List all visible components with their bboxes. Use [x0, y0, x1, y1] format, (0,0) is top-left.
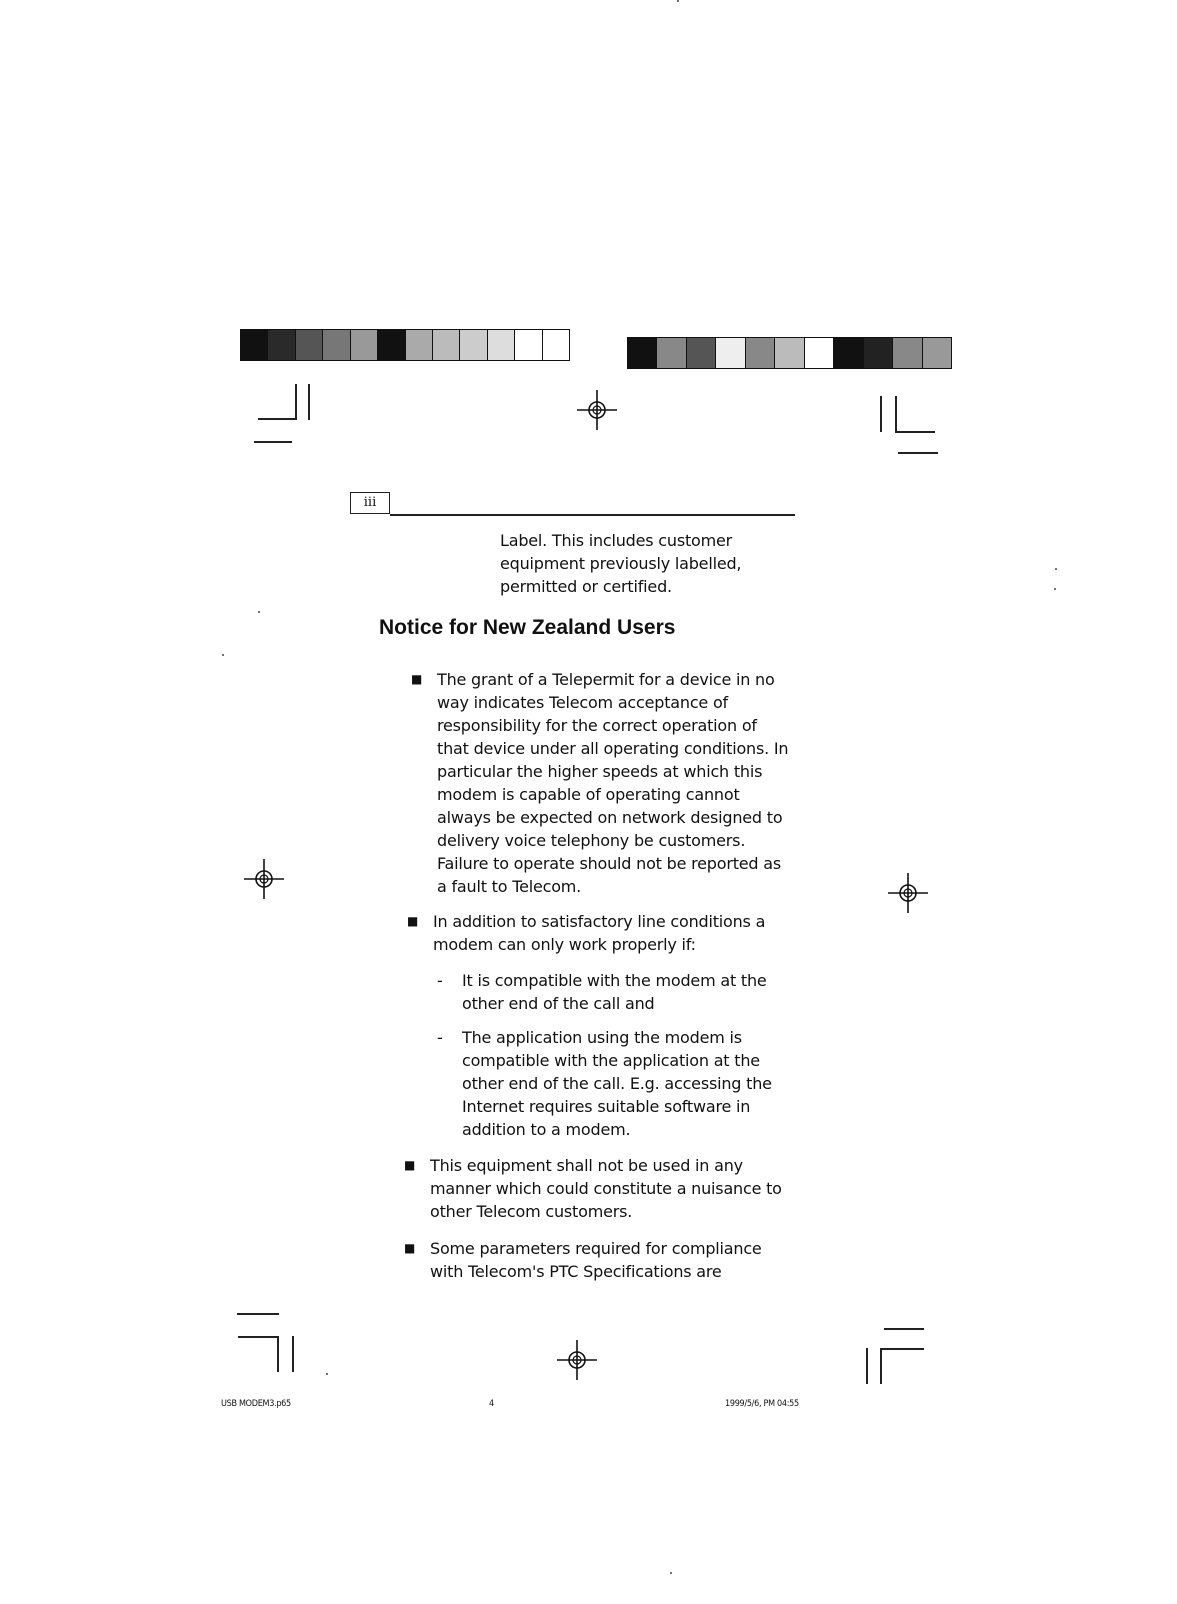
dash-marker: -: [437, 1028, 443, 1047]
crop-mark-top-left-v1: [295, 384, 297, 420]
registration-target-left: [242, 857, 286, 901]
bullet-marker: ■: [404, 1158, 416, 1172]
scan-speck: [670, 1572, 672, 1574]
bullet-item-1: [411, 668, 793, 898]
bullet-item-4: [404, 1237, 786, 1283]
crop-mark-bottom-right-h2: [880, 1348, 924, 1350]
color-bar-right: [627, 337, 952, 369]
crop-mark-bottom-right-v2: [866, 1348, 868, 1384]
crop-mark-bottom-right-h1: [884, 1328, 924, 1330]
bullet-text: In addition to satisfactory line conditions a modem can only work properly if:: [433, 912, 766, 954]
scan-speck: [326, 1373, 328, 1375]
bullet-text: Some parameters required for compliance with Telecom's PTC Specifications are: [430, 1239, 762, 1281]
crop-mark-top-right-v2: [895, 396, 897, 432]
bullet-marker: ■: [411, 672, 423, 686]
crop-mark-top-left-h2: [254, 441, 292, 443]
header-rule: [390, 514, 795, 516]
scan-speck: [677, 0, 679, 2]
color-bar-left: [240, 329, 570, 361]
section-heading: Notice for New Zealand Users: [379, 616, 676, 639]
sub-bullet-text: It is compatible with the modem at the other end of the call and: [462, 971, 767, 1013]
scan-speck: [222, 654, 224, 656]
scan-speck: [1055, 568, 1057, 570]
crop-mark-top-right-h2: [898, 452, 938, 454]
sub-bullet-item-2: [437, 1026, 792, 1141]
continuation-paragraph: Label. This includes customer equipment previously labelled, permitted or certified.: [500, 531, 742, 596]
crop-mark-top-right-h1: [895, 431, 935, 433]
registration-target-top: [575, 388, 619, 432]
registration-target-bottom: [555, 1338, 599, 1382]
page-number-tab: iii: [350, 492, 390, 514]
crop-mark-top-right-v1: [880, 396, 882, 432]
crop-mark-top-left-h1: [258, 418, 296, 420]
bullet-marker: ■: [404, 1241, 416, 1255]
registration-target-right: [886, 871, 930, 915]
sub-bullet-text: The application using the modem is compatible with the application at the other end of the call. E.g. accessing the Internet requires suitable software in addition to a modem.: [462, 1028, 772, 1139]
sub-bullet-item-1: [437, 969, 792, 1015]
footer-timestamp: 1999/5/6, PM 04:55: [725, 1399, 799, 1409]
crop-mark-top-left-v2: [308, 384, 310, 420]
bullet-marker: ■: [407, 914, 419, 928]
crop-mark-bottom-left-v2: [292, 1336, 294, 1372]
crop-mark-bottom-left-v1: [277, 1336, 279, 1372]
crop-mark-bottom-right-v1: [880, 1348, 882, 1384]
crop-mark-bottom-left-h2: [238, 1336, 278, 1338]
scan-speck: [258, 611, 260, 613]
scan-speck: [1054, 588, 1056, 590]
footer-filename: USB MODEM3.p65: [221, 1399, 291, 1409]
bullet-text: The grant of a Telepermit for a device in no way indicates Telecom acceptance of responsibility for the correct operation of that device under all operating conditions. In particular the higher speeds at which this modem is capable of operating cannot always be expected on network designed to delivery voice telephony be customers. Failure to operate should not be reported as a fault to Telecom.: [437, 670, 789, 896]
bullet-item-2: [407, 910, 789, 956]
bullet-text: This equipment shall not be used in any manner which could constitute a nuisance to other Telecom customers.: [430, 1156, 782, 1221]
crop-mark-bottom-left-h1: [237, 1313, 279, 1315]
dash-marker: -: [437, 971, 443, 990]
bullet-item-3: [404, 1154, 786, 1223]
footer-page-number: 4: [489, 1399, 494, 1409]
